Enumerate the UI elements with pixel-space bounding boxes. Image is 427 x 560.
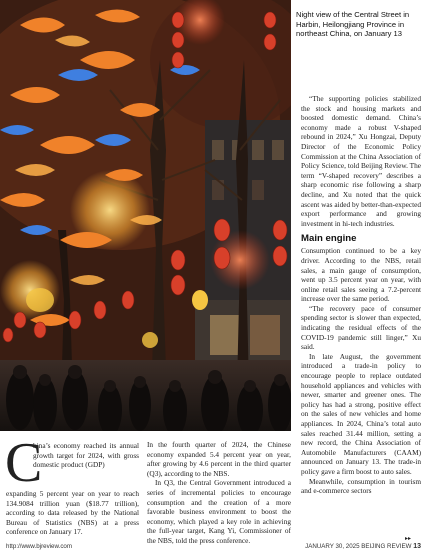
lead-text-rest: expanding 5 percent year on year to reach 134.9084 trillion yuan ($18.77 trillion), according to data released by the National Bureau of Statistics (NBS) at a press conference on January 17. <box>6 489 139 537</box>
issue-label: JANUARY 30, 2025 BEIJING REVIEW <box>305 543 412 550</box>
paragraph-q3-policies: In Q3, the Central Government introduced a series of incremental policies to encourage consumption and the creation of a more favorable business environment to boost the economy, which played a key role in achieving the full-year target, Kang Yi, Commissioner of the NBS, told the press conference. <box>147 478 291 545</box>
paragraph-recovery-pace: “The recovery pace of consumer spending sector is slower than expected, indicating the residual effects of the COVID-19 pandemic still linger,” Xu said. <box>301 303 421 352</box>
paragraph-trade-in: In late August, the government introduced a trade-in policy to encourage people to replace outdated household appliances and vehicles with newer, smarter and greener ones. The policy has had a strong, positive effect on the sales of new vehicles and home appliances. In 2024, China’s total auto sales reached 31.44 million, setting a new record, the China Association of Automobile Manufacturers (CAAM) announced on January 13. The trade-in policy gave a firm boost to auto sales. <box>301 351 421 476</box>
lead-paragraph-bottom <box>6 489 139 537</box>
paragraph-quote: “The supporting policies stabilized the stock and housing markets and boosted domestic demand. China’s economy made a robust V-shaped rebound in 2024,” Xu Hongzai, Deputy Director of the Economic Policy Commission at the China Association of Policy Science, told Beijing Review. The term “V-shaped recovery” describes a sharp economic rise following a sharp decline, and Xu noted that the quick ascent was aided by better-than-expected export performance and growing investment in hi-tech industries. <box>301 94 421 228</box>
paragraph-tourism: Meanwhile, consumption in tourism and e-commerce sectors <box>301 476 421 496</box>
drop-cap: C <box>5 432 43 494</box>
paragraph-q4: In the fourth quarter of 2024, the Chinese economy expanded 5.4 percent year on year, after growing by 4.6 percent in the third quarter (Q3), according to the NBS. <box>147 440 291 478</box>
issue-info <box>305 543 421 550</box>
section-heading: Main engine <box>301 233 357 245</box>
page-number: 13 <box>413 543 421 550</box>
photo-caption: Night view of the Central Street in Harbin, Heilongjiang Province in northeast China, on January 13 <box>296 10 410 39</box>
website-link[interactable]: http://www.bjreview.com <box>6 543 73 550</box>
paragraph-consumption: Consumption continued to be a key driver. According to the NBS, retail sales, a main gauge of consumption, went up 3.5 percent year on year, with online retail sales seeing a 7.2-percent increase over the same period. <box>301 246 421 304</box>
page-footer <box>6 543 421 555</box>
right-column <box>301 94 421 496</box>
lead-paragraph-top <box>33 441 139 470</box>
continue-arrows-icon: ▸▸ <box>405 536 412 542</box>
lead-text-first: hina’s economy reached its annual growth target for 2024, with gross domestic product (GDP) <box>33 441 139 470</box>
second-column <box>147 440 291 546</box>
